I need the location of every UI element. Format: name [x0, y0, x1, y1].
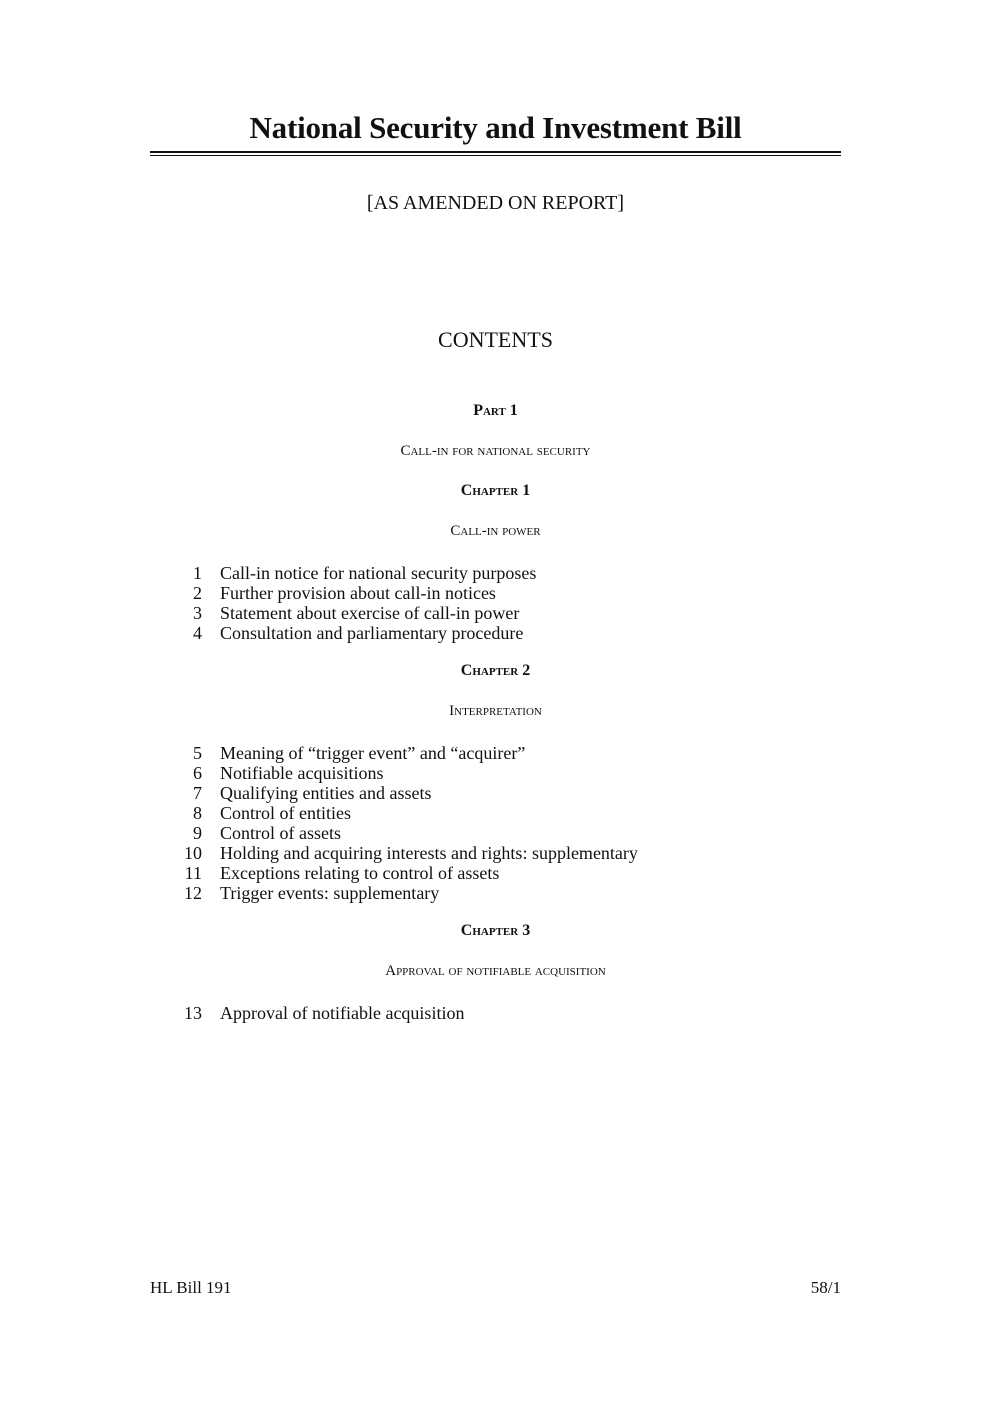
chapter-2-label: Chapter 2 [460, 662, 531, 679]
toc-entry[interactable]: 9 Control of assets [193, 823, 341, 843]
toc-entry[interactable]: 13 Approval of notifiable acquisition [184, 1003, 465, 1023]
toc-entry[interactable]: 3 Statement about exercise of call-in power [193, 603, 520, 623]
part-label: Part 1 [473, 402, 518, 419]
toc-entry[interactable]: 6 Notifiable acquisitions [193, 763, 384, 783]
toc-entry[interactable]: 7 Qualifying entities and assets [193, 783, 432, 803]
chapter-3-label: Chapter 3 [460, 922, 531, 939]
toc-entry[interactable]: 1 Call-in notice for national security purposes [193, 563, 537, 583]
bill-title: National Security and Investment Bill [249, 110, 742, 145]
toc-entry[interactable]: 10 Holding and acquiring interests and rights: supplementary [184, 843, 638, 863]
title-rule-thick [150, 151, 841, 153]
amendment-status: [AS AMENDED ON REPORT] [366, 192, 625, 214]
toc-entry[interactable]: 11 Exceptions relating to control of assets [184, 863, 500, 883]
contents-heading: CONTENTS [438, 327, 553, 352]
chapter-3-title: Approval of notifiable acquisition [385, 963, 606, 979]
page-reference: 58/1 [810, 1278, 841, 1297]
title-rule-thin [150, 155, 841, 156]
chapter-2-title: Interpretation [449, 703, 542, 719]
toc-entry[interactable]: 5 Meaning of “trigger event” and “acquirer” [193, 743, 526, 763]
toc-entry[interactable]: 12 Trigger events: supplementary [184, 883, 440, 903]
toc-entry[interactable]: 8 Control of entities [193, 803, 351, 823]
toc-entry[interactable]: 2 Further provision about call-in notices [193, 583, 496, 603]
chapter-3-sections [170, 1003, 770, 1023]
chapter-1-label: Chapter 1 [460, 482, 531, 499]
part-title: Call-in for national security [400, 443, 591, 459]
bill-number: HL Bill 191 [150, 1278, 232, 1297]
chapter-1-title: Call-in power [450, 523, 541, 539]
chapter-2-sections [170, 743, 770, 903]
toc-entry[interactable]: 4 Consultation and parliamentary procedure [193, 623, 524, 643]
chapter-1-sections [170, 563, 770, 643]
